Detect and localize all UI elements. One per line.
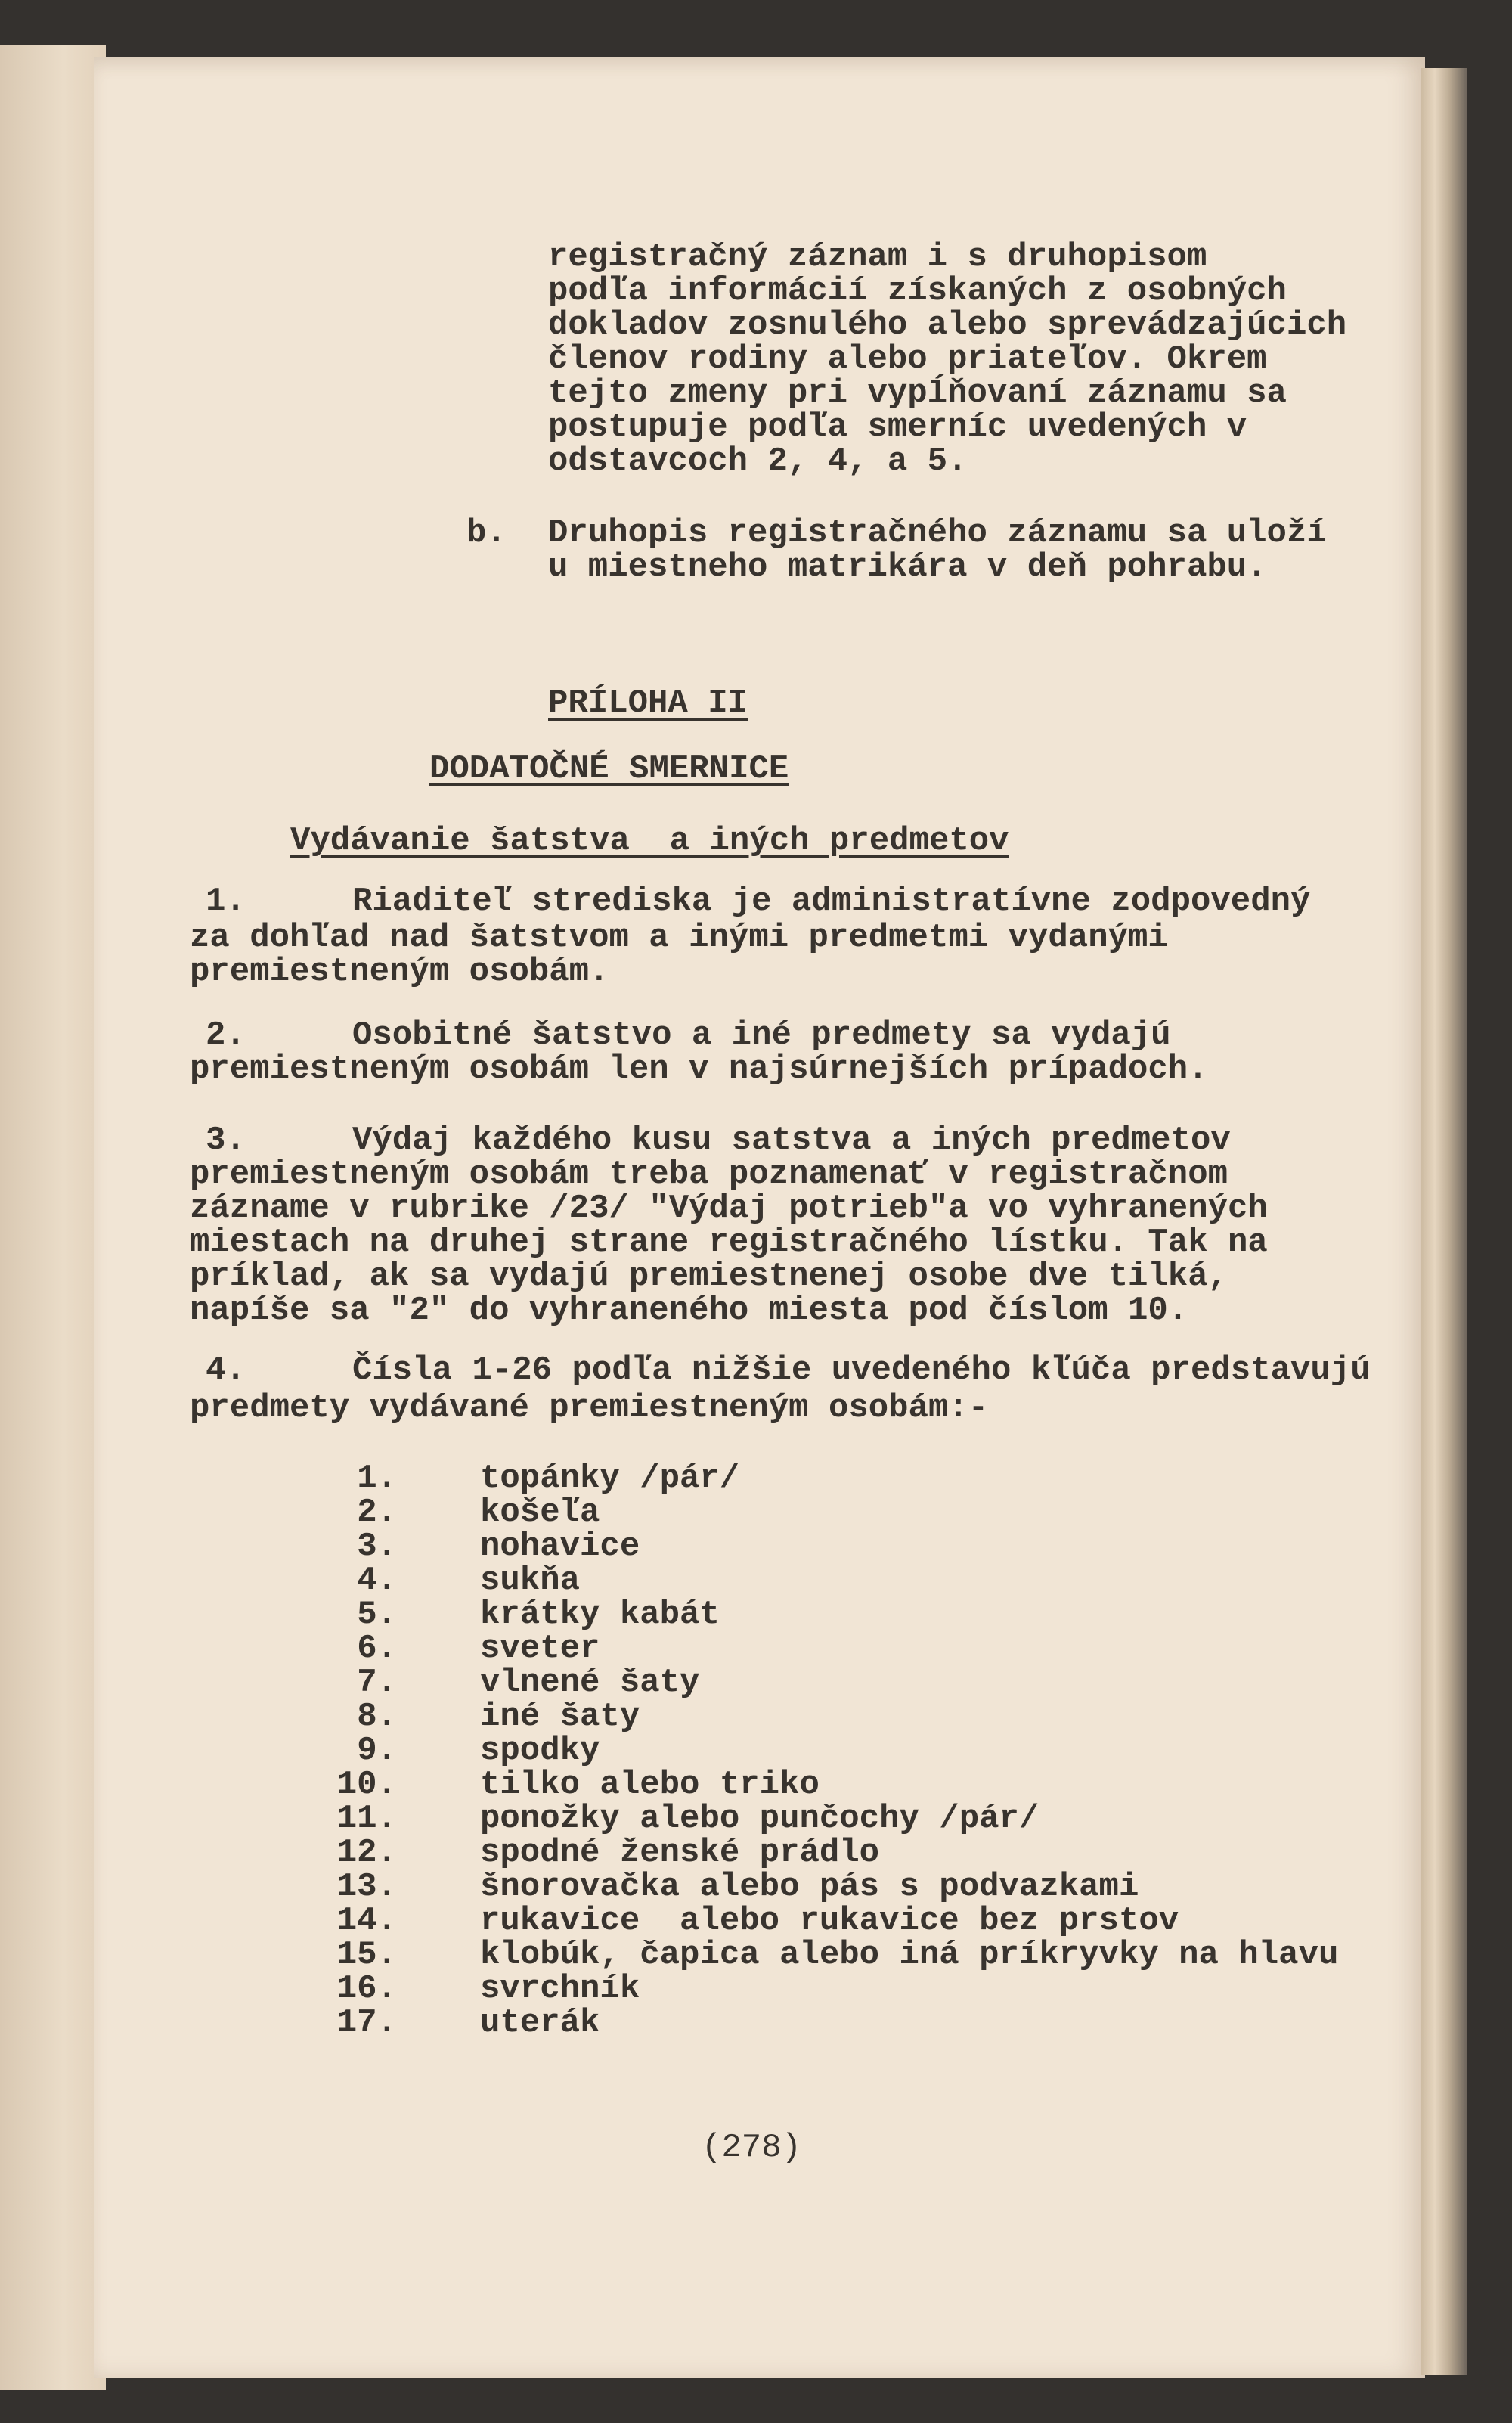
annex-heading: PRÍLOHA II: [548, 684, 748, 722]
key-list-number: 5.: [357, 1596, 397, 1633]
key-list-item: krátky kabát: [480, 1596, 720, 1633]
key-list-number: 1.: [357, 1460, 397, 1497]
key-list-item: topánky /pár/: [480, 1460, 740, 1497]
key-list-item: tilko alebo triko: [480, 1766, 820, 1804]
key-list-number: 17.: [336, 2004, 397, 2042]
item-number: 3.: [206, 1122, 246, 1159]
key-list-item: šnorovačka alebo pás s podvazkami: [480, 1868, 1139, 1906]
text-line: u miestneho matrikára v deň pohrabu.: [548, 548, 1267, 586]
key-list-number: 13.: [336, 1868, 397, 1906]
text-line: miestach na druhej strane registračného lístku. Tak na: [190, 1224, 1268, 1261]
key-list-number: 6.: [357, 1630, 397, 1668]
page-number: (278): [702, 2129, 802, 2167]
text-line: Výdaj každého kusu satstva a iných predmetov: [352, 1122, 1231, 1159]
text-line: zázname v rubrike /23/ "Výdaj potrieb"a vo vyhranených: [190, 1190, 1268, 1227]
paragraph-b: [548, 514, 1327, 586]
text-line: postupuje podľa smerníc uvedených v: [548, 408, 1247, 446]
title-heading: DODATOČNÉ SMERNICE: [429, 750, 789, 788]
item-body: [190, 1158, 1268, 1328]
page-stack-edge: [1421, 68, 1467, 2375]
item-number: 1.: [206, 883, 246, 920]
key-list-item: ponožky alebo punčochy /pár/: [480, 1800, 1040, 1838]
key-list-number: 16.: [336, 1970, 397, 2008]
text-line: registračný záznam i s druhopisom: [548, 238, 1207, 276]
text-line: za dohľad nad šatstvom a inými predmetmi vydanými: [190, 919, 1168, 957]
text-line: podľa informácií získaných z osobných: [548, 272, 1287, 310]
text-line: Riaditeľ strediska je administratívne zodpovedný: [352, 883, 1311, 920]
key-list-item: sveter: [480, 1630, 600, 1668]
key-list-number: 2.: [357, 1494, 397, 1531]
text-line: premiestneným osobám.: [190, 953, 609, 991]
key-list-item: rukavice alebo rukavice bez prstov: [480, 1902, 1179, 1940]
key-list-number: 14.: [336, 1902, 397, 1940]
key-list-number: 11.: [336, 1800, 397, 1838]
paragraph-a: [548, 240, 1346, 479]
key-list-number: 10.: [336, 1766, 397, 1804]
key-list-number: 9.: [357, 1732, 397, 1770]
text-line: predmety vydávané premiestneným osobám:-: [190, 1389, 989, 1427]
item-body: [190, 1050, 1208, 1088]
text-line: odstavcoch 2, 4, a 5.: [548, 442, 968, 480]
key-list-number: 8.: [357, 1698, 397, 1736]
key-list-item: sukňa: [480, 1562, 581, 1599]
text-line: tejto zmeny pri vypĺňovaní záznamu sa: [548, 374, 1287, 412]
text-line: príklad, ak sa vydajú premiestnenej osobe dve tilká,: [190, 1258, 1228, 1295]
key-list-number: 4.: [357, 1562, 397, 1599]
item-number: 2.: [206, 1016, 246, 1054]
key-list-item: svrchník: [480, 1970, 640, 2008]
text-line: členov rodiny alebo priateľov. Okrem: [548, 340, 1267, 378]
text-line: Čísla 1-26 podľa nižšie uvedeného kľúča predstavujú: [352, 1351, 1371, 1389]
item-body: [190, 921, 1168, 989]
paragraph-b-label: b.: [466, 514, 507, 552]
key-list-number: 7.: [357, 1664, 397, 1702]
text-line: Druhopis registračného záznamu sa uloží: [548, 514, 1327, 552]
key-list-number: 3.: [357, 1528, 397, 1565]
text-line: premiestneným osobám treba poznamenať v registračnom: [190, 1156, 1228, 1193]
key-list-number: 15.: [336, 1936, 397, 1974]
key-list-item: spodky: [480, 1732, 600, 1770]
key-list-item: košeľa: [480, 1494, 600, 1531]
item-body: [190, 1391, 988, 1426]
text-line: napíše sa "2" do vyhraneného miesta pod číslom 10.: [190, 1292, 1188, 1329]
text-line: dokladov zosnulého alebo sprevádzajúcich: [548, 306, 1347, 344]
key-list-number: 12.: [336, 1834, 397, 1872]
key-list-item: spodné ženské prádlo: [480, 1834, 880, 1872]
key-list-item: uterák: [480, 2004, 600, 2042]
key-list-item: vlnené šaty: [480, 1664, 700, 1702]
item-number: 4.: [206, 1351, 246, 1389]
key-list-item: nohavice: [480, 1528, 640, 1565]
key-list-item: iné šaty: [480, 1698, 640, 1736]
key-list-item: klobúk, čapica alebo iná príkryvky na hlavu: [480, 1936, 1339, 1974]
text-line: premiestneným osobám len v najsúrnejších prípadoch.: [190, 1050, 1208, 1088]
text-line: Osobitné šatstvo a iné predmety sa vydajú: [352, 1016, 1171, 1054]
subtitle-heading: Vydávanie šatstva a iných predmetov: [290, 822, 1009, 860]
previous-page-edge: [0, 45, 106, 2390]
